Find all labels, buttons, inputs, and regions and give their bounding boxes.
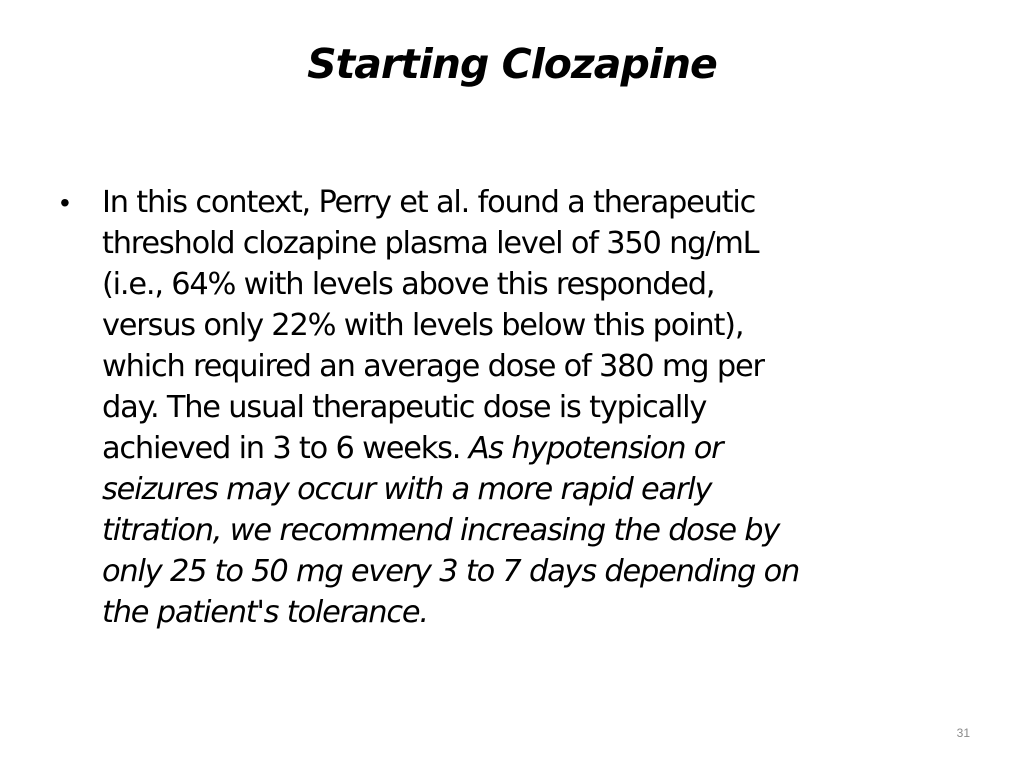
bullet-line: [102, 305, 952, 346]
bullet-line-plain: day. The usual therapeutic dose is typically: [102, 390, 707, 425]
slide-content: [58, 182, 958, 633]
bullet-line: [102, 428, 952, 469]
bullet-line: [102, 592, 952, 633]
bullet-line: [102, 223, 952, 264]
bullet-line-plain: In this context, Perry et al. found a therapeutic: [102, 185, 756, 220]
bullet-line: [102, 182, 952, 223]
bullet-line-plain: (i.e., 64% with levels above this responded,: [102, 267, 715, 302]
bullet-line-italic: titration, we recommend increasing the dose by: [102, 513, 780, 548]
bullet-line: [102, 264, 952, 305]
bullet-line-italic: seizures may occur with a more rapid early: [102, 472, 712, 507]
bullet-line-italic: As hypotension or: [468, 431, 723, 466]
slide-title: Starting Clozapine: [307, 40, 717, 88]
bullet-line: [102, 346, 952, 387]
bullet-line-italic: only 25 to 50 mg every 3 to 7 days depending on: [102, 554, 800, 589]
bullet-line: [102, 510, 952, 551]
bullet-dot-icon: •: [60, 187, 70, 218]
bullet-line-plain: versus only 22% with levels below this point),: [102, 308, 744, 343]
slide-page-number: 31: [956, 726, 970, 740]
bullet-line-plain: achieved in 3 to 6 weeks.: [102, 431, 469, 466]
bullet-text: [102, 182, 952, 633]
bullet-line: [102, 551, 952, 592]
bullet-line-plain: threshold clozapine plasma level of 350 ng/mL: [102, 226, 759, 261]
bullet-line: [102, 469, 952, 510]
bullet-line-plain: which required an average dose of 380 mg per: [102, 349, 764, 384]
bullet-item: [58, 182, 958, 633]
bullet-line-italic: the patient's tolerance.: [102, 595, 428, 630]
bullet-line: [102, 387, 952, 428]
